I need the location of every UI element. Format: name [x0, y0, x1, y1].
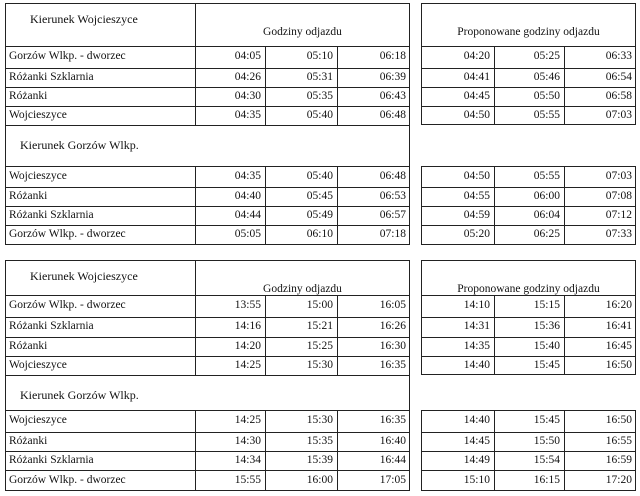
departure-time: 06:18: [379, 50, 406, 62]
proposed-time: 04:20: [463, 50, 490, 62]
row-divider: [421, 68, 636, 69]
departure-time: 05:40: [306, 170, 333, 182]
proposed-time: 14:45: [463, 435, 490, 447]
proposed-time: 14:49: [463, 454, 490, 466]
proposed-time: 15:15: [533, 299, 560, 311]
proposed-time: 16:41: [605, 320, 632, 332]
departure-time: 16:35: [379, 414, 406, 426]
proposed-time: 05:25: [533, 50, 560, 62]
stop-name: Różanki Szklarnia: [9, 209, 94, 221]
row-divider: [421, 410, 636, 411]
proposed-time: 17:20: [605, 474, 632, 486]
header-current-times: Godziny odjazdu: [263, 283, 342, 295]
proposed-time: 07:12: [605, 209, 632, 221]
stop-name: Wojcieszyce: [9, 109, 67, 121]
row-divider: [5, 187, 410, 188]
column-divider: [265, 295, 266, 375]
stop-name: Różanki: [9, 340, 48, 352]
departure-time: 17:05: [379, 474, 406, 486]
row-divider: [421, 166, 636, 167]
row-divider: [421, 432, 636, 433]
proposed-time: 15:36: [533, 320, 560, 332]
proposed-time: 16:59: [605, 454, 632, 466]
row-divider: [421, 46, 636, 47]
departure-time: 15:39: [306, 454, 333, 466]
row-divider: [5, 317, 410, 318]
row-divider: [5, 166, 410, 167]
proposed-time: 06:58: [605, 90, 632, 102]
stop-name: Różanki: [9, 435, 48, 447]
stop-name: Różanki Szklarnia: [9, 454, 94, 466]
column-divider: [564, 46, 565, 125]
proposed-time: 07:03: [605, 109, 632, 121]
proposed-time: 05:55: [533, 170, 560, 182]
departure-time: 15:30: [306, 359, 333, 371]
row-divider: [5, 432, 410, 433]
stop-name: Różanki: [9, 90, 48, 102]
row-divider: [5, 451, 410, 452]
row-divider: [5, 106, 410, 107]
row-divider: [421, 451, 636, 452]
departure-time: 04:35: [234, 170, 261, 182]
departure-time: 05:40: [306, 109, 333, 121]
departure-time: 15:35: [306, 435, 333, 447]
stop-name: Wojcieszyce: [9, 414, 67, 426]
departure-time: 16:26: [379, 320, 406, 332]
proposed-time: 16:45: [605, 340, 632, 352]
proposed-time: 06:00: [533, 190, 560, 202]
proposed-time: 05:46: [533, 71, 560, 83]
direction-title: Kierunek Wojcieszyce: [30, 12, 138, 26]
row-divider: [421, 87, 636, 88]
stop-name: Gorzów Wlkp. - dworzec: [9, 299, 126, 311]
row-divider: [421, 225, 636, 226]
row-divider: [5, 375, 410, 376]
proposed-time: 15:45: [533, 359, 560, 371]
proposed-time: 16:15: [533, 474, 560, 486]
proposed-time: 04:41: [463, 71, 490, 83]
departure-time: 05:05: [234, 228, 261, 240]
departure-time: 14:16: [234, 320, 261, 332]
row-divider: [5, 337, 410, 338]
row-divider: [5, 125, 410, 126]
proposed-time: 06:25: [533, 228, 560, 240]
departure-time: 14:30: [234, 435, 261, 447]
proposed-time: 05:55: [533, 109, 560, 121]
departure-time: 05:45: [306, 190, 333, 202]
row-divider: [5, 410, 410, 411]
row-divider: [421, 470, 636, 471]
departure-time: 04:40: [234, 190, 261, 202]
departure-time: 16:05: [379, 299, 406, 311]
departure-time: 15:30: [306, 414, 333, 426]
departure-time: 07:18: [379, 228, 406, 240]
row-divider: [421, 317, 636, 318]
departure-time: 14:34: [234, 454, 261, 466]
stop-name: Gorzów Wlkp. - dworzec: [9, 474, 126, 486]
column-divider: [337, 295, 338, 375]
row-divider: [421, 187, 636, 188]
row-divider: [421, 337, 636, 338]
departure-time: 04:26: [234, 71, 261, 83]
departure-time: 16:40: [379, 435, 406, 447]
departure-time: 06:43: [379, 90, 406, 102]
proposed-time: 15:40: [533, 340, 560, 352]
departure-time: 15:00: [306, 299, 333, 311]
column-divider: [494, 295, 495, 375]
departure-time: 13:55: [234, 299, 261, 311]
row-divider: [5, 206, 410, 207]
departure-time: 04:30: [234, 90, 261, 102]
proposed-time: 06:33: [605, 50, 632, 62]
stop-name: Gorzów Wlkp. - dworzec: [9, 228, 126, 240]
stop-name: Różanki Szklarnia: [9, 320, 94, 332]
departure-time: 04:44: [234, 209, 261, 221]
direction-title: Kierunek Gorzów Wlkp.: [20, 388, 139, 402]
row-divider: [5, 470, 410, 471]
departure-time: 04:35: [234, 109, 261, 121]
departure-time: 06:39: [379, 71, 406, 83]
proposed-time: 06:54: [605, 71, 632, 83]
proposed-time: 16:55: [605, 435, 632, 447]
departure-time: 14:25: [234, 359, 261, 371]
departure-time: 05:10: [306, 50, 333, 62]
proposed-time: 07:33: [605, 228, 632, 240]
stop-name: Wojcieszyce: [9, 359, 67, 371]
proposed-time: 14:40: [463, 414, 490, 426]
departure-time: 15:21: [306, 320, 333, 332]
departure-time: 06:53: [379, 190, 406, 202]
proposed-time: 05:50: [533, 90, 560, 102]
row-divider: [5, 356, 410, 357]
column-divider: [337, 46, 338, 125]
column-divider: [564, 295, 565, 375]
proposed-time: 04:50: [463, 109, 490, 121]
proposed-time: 14:10: [463, 299, 490, 311]
row-divider: [5, 225, 410, 226]
departure-time: 05:35: [306, 90, 333, 102]
header-proposed-times: Proponowane godziny odjazdu: [457, 283, 600, 295]
departure-time: 16:30: [379, 340, 406, 352]
proposed-time: 04:45: [463, 90, 490, 102]
header-current-times: Godziny odjazdu: [263, 26, 342, 38]
proposed-time: 07:08: [605, 190, 632, 202]
departure-time: 16:35: [379, 359, 406, 371]
proposed-time: 14:40: [463, 359, 490, 371]
row-divider: [5, 46, 410, 47]
header-proposed-times: Proponowane godziny odjazdu: [457, 26, 600, 38]
stop-name: Różanki: [9, 190, 48, 202]
stop-name: Wojcieszyce: [9, 170, 67, 182]
proposed-time: 07:03: [605, 170, 632, 182]
proposed-time: 14:35: [463, 340, 490, 352]
row-divider: [5, 87, 410, 88]
departure-time: 05:49: [306, 209, 333, 221]
departure-time: 05:31: [306, 71, 333, 83]
proposed-time: 16:20: [605, 299, 632, 311]
departure-time: 06:10: [306, 228, 333, 240]
departure-time: 06:48: [379, 170, 406, 182]
proposed-time: 15:54: [533, 454, 560, 466]
departure-time: 14:20: [234, 340, 261, 352]
proposed-time: 15:45: [533, 414, 560, 426]
proposed-time: 14:31: [463, 320, 490, 332]
departure-time: 15:25: [306, 340, 333, 352]
proposed-time: 05:20: [463, 228, 490, 240]
departure-time: 04:05: [234, 50, 261, 62]
departure-time: 14:25: [234, 414, 261, 426]
proposed-time: 04:59: [463, 209, 490, 221]
departure-time: 06:48: [379, 109, 406, 121]
direction-title: Kierunek Wojcieszyce: [30, 269, 138, 283]
column-divider: [494, 46, 495, 125]
row-divider: [421, 356, 636, 357]
row-divider: [5, 68, 410, 69]
stop-name: Gorzów Wlkp. - dworzec: [9, 50, 126, 62]
proposed-time: 15:10: [463, 474, 490, 486]
proposed-time: 06:04: [533, 209, 560, 221]
proposed-time: 16:50: [605, 414, 632, 426]
proposed-time: 15:50: [533, 435, 560, 447]
proposed-time: 04:50: [463, 170, 490, 182]
departure-time: 16:00: [306, 474, 333, 486]
row-divider: [421, 206, 636, 207]
proposed-time: 16:50: [605, 359, 632, 371]
stop-name: Różanki Szklarnia: [9, 71, 94, 83]
departure-time: 06:57: [379, 209, 406, 221]
proposed-time: 04:55: [463, 190, 490, 202]
departure-time: 16:44: [379, 454, 406, 466]
row-divider: [421, 106, 636, 107]
departure-time: 15:55: [234, 474, 261, 486]
direction-title: Kierunek Gorzów Wlkp.: [20, 138, 139, 152]
column-divider: [265, 46, 266, 125]
